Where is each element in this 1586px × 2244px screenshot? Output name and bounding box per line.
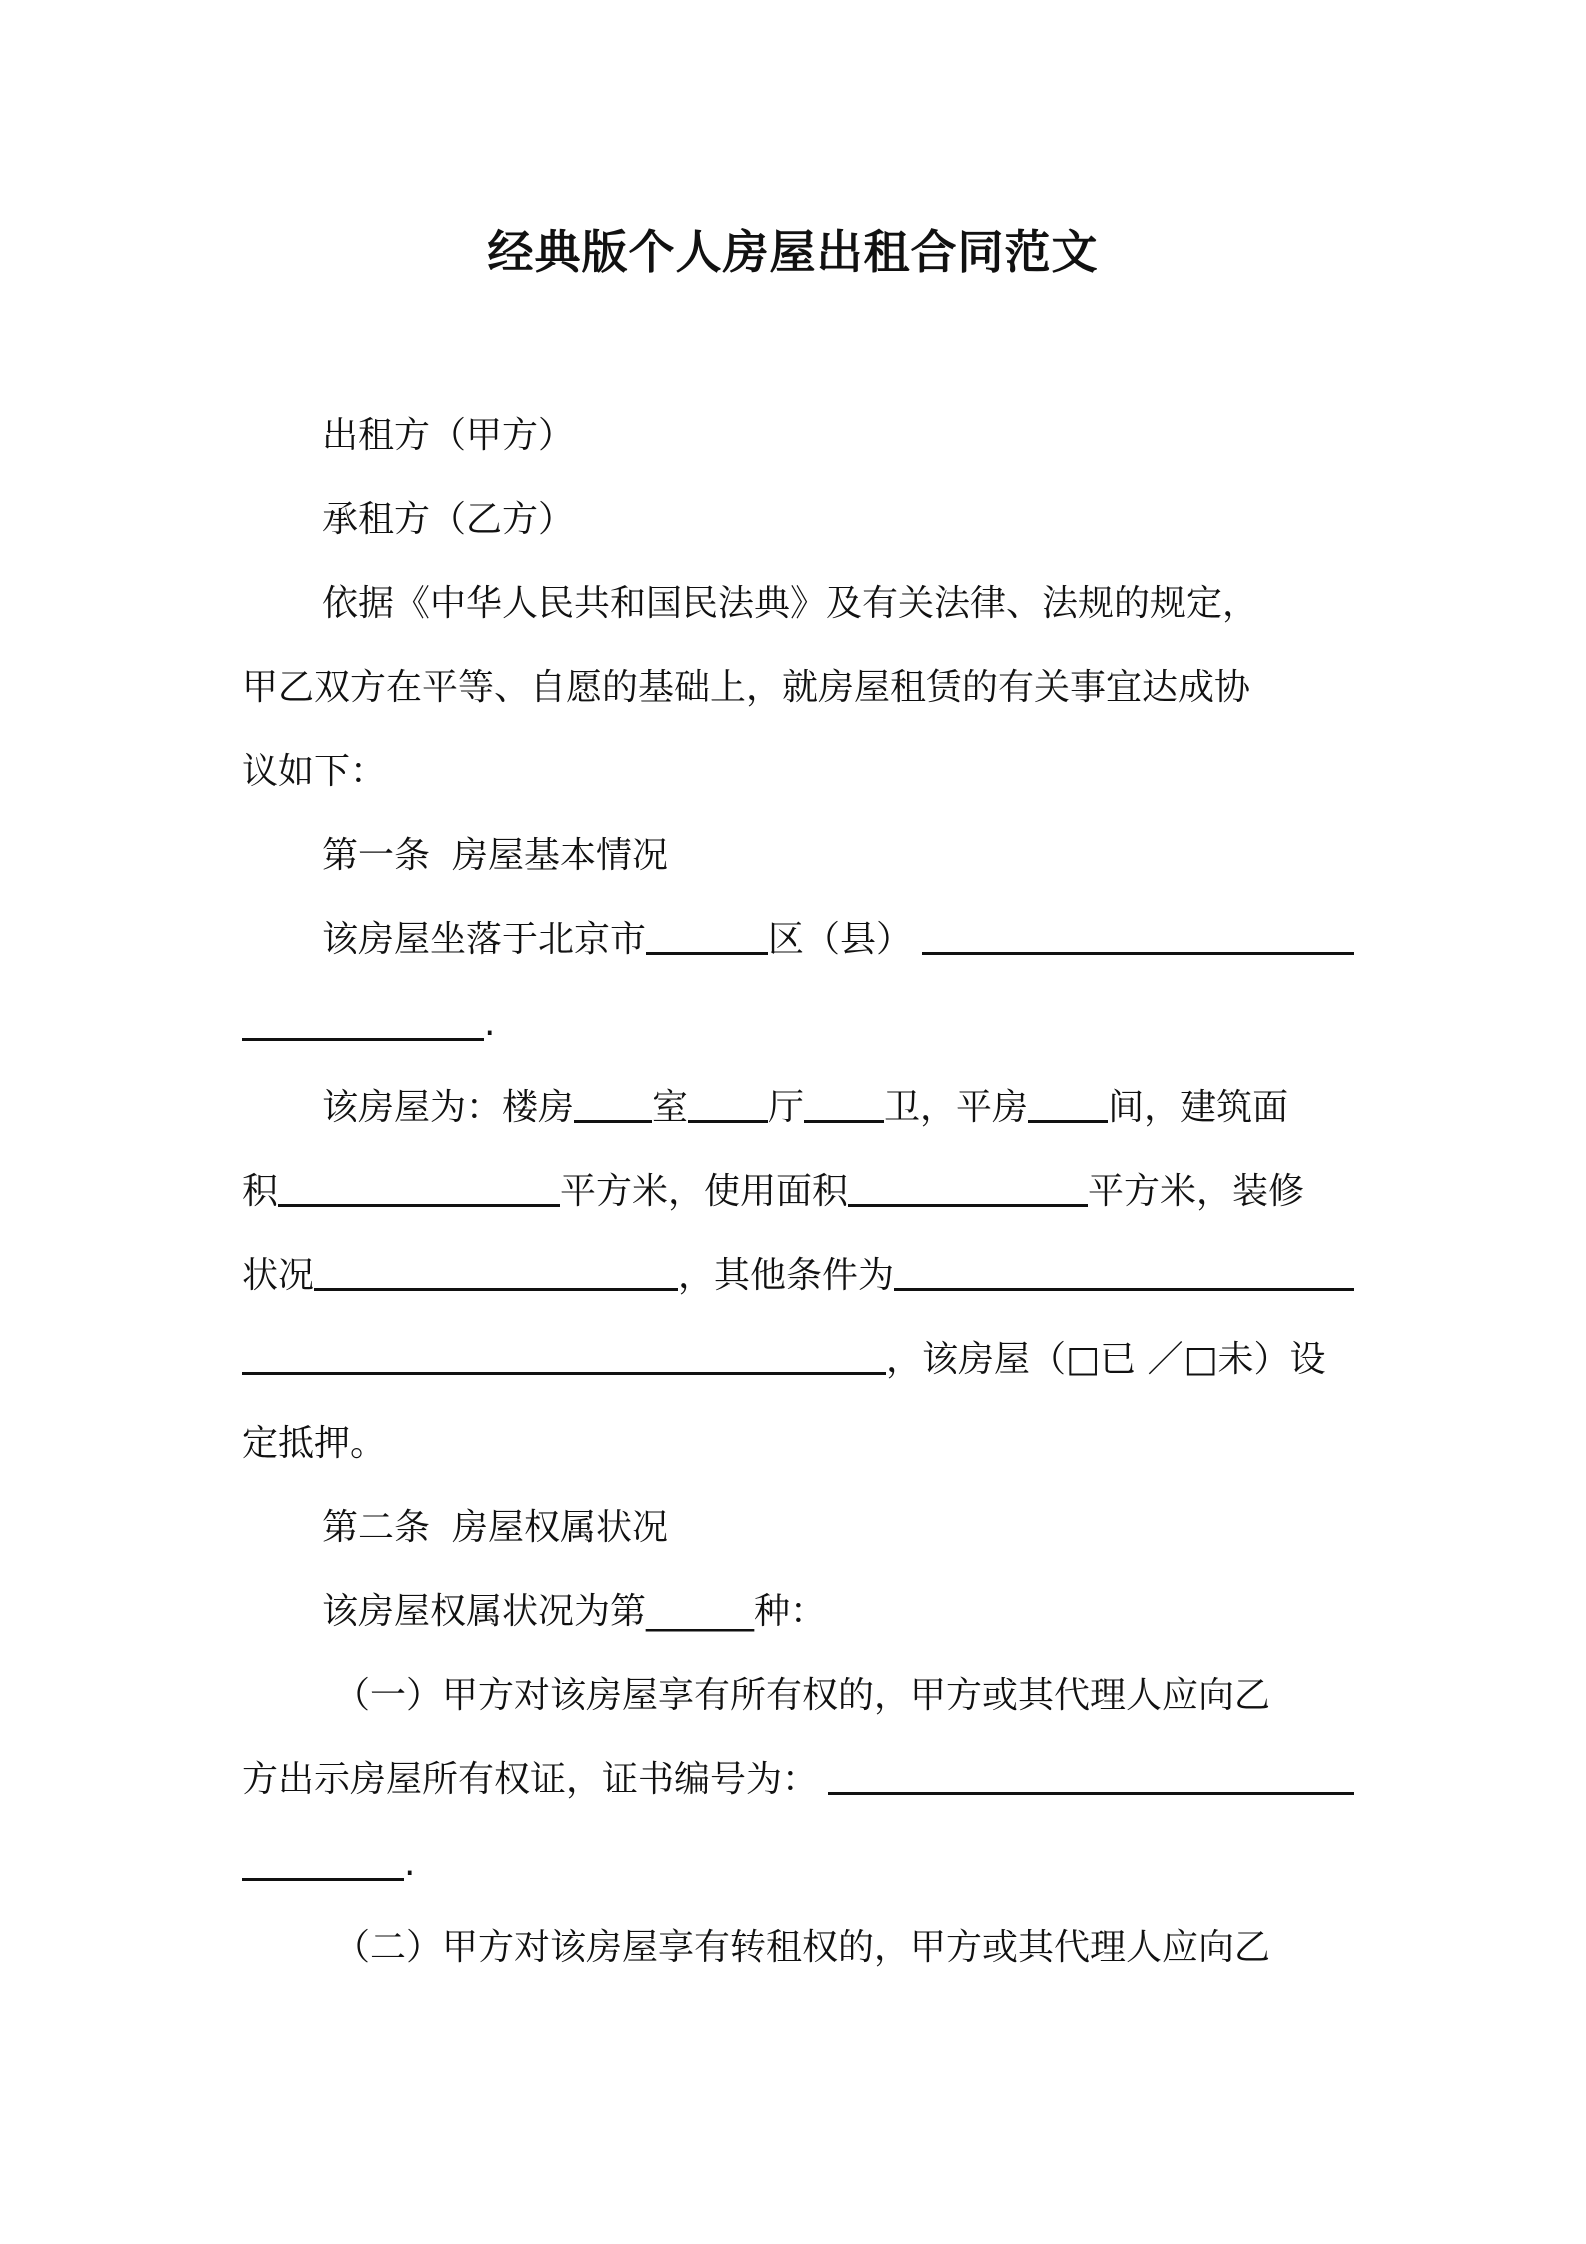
party-a-line: 出租方（甲方）: [322, 415, 575, 456]
area-sqm-1: 平方米，使用面积: [560, 1171, 849, 1212]
room-type-prefix: 该房屋为：楼房: [322, 1087, 575, 1128]
district-blank[interactable]: [646, 908, 768, 955]
certificate-label: 方出示房屋所有权证，证书编号为：: [242, 1759, 819, 1800]
hall-count-blank[interactable]: [688, 1076, 768, 1123]
decor-blank[interactable]: [314, 1244, 678, 1291]
decor-prefix: 状况: [242, 1255, 315, 1296]
location-district: 区（县）: [768, 919, 913, 960]
article-1-title: 房屋基本情况: [452, 835, 669, 876]
building-area-blank[interactable]: [278, 1160, 560, 1207]
item-2-line-1: （二）甲方对该房屋享有转租权的，甲方或其代理人应向乙: [334, 1927, 1271, 1968]
item-1-line-1: （一）甲方对该房屋享有所有权的，甲方或其代理人应向乙: [334, 1675, 1271, 1716]
room-type-line: [242, 1076, 1354, 1140]
article-2-heading: [242, 1496, 1354, 1560]
bath-count-blank[interactable]: [804, 1076, 884, 1123]
jian-label: 间，建筑面: [1108, 1087, 1289, 1128]
address-blank-2[interactable]: [242, 994, 484, 1041]
mortgage-line: [242, 1328, 1354, 1392]
address-blank[interactable]: [922, 908, 1354, 955]
area-sqm-2: 平方米，装修: [1088, 1171, 1305, 1212]
item-1-line-2: [242, 1748, 1354, 1812]
location-line-2: [242, 992, 1354, 1056]
ownership-status-prefix: 该房屋权属状况为第: [322, 1591, 647, 1632]
article-2-title: 房屋权属状况: [452, 1507, 669, 1548]
other-conditions-blank-2[interactable]: [242, 1328, 886, 1375]
ownership-status-suffix: 种：: [754, 1591, 827, 1632]
article-2-number: 第二条: [322, 1507, 431, 1548]
party-b-line: 承租方（乙方）: [322, 499, 575, 540]
ownership-status-blank[interactable]: ______: [646, 1591, 755, 1632]
other-conditions-blank[interactable]: [894, 1244, 1354, 1291]
location-end: .: [484, 1003, 496, 1044]
area-ji: 积: [242, 1171, 279, 1212]
intro-text-2: 甲乙双方在平等、自愿的基础上，就房屋租赁的有关事宜达成协: [242, 667, 1251, 708]
article-1-number: 第一条: [322, 835, 431, 876]
location-prefix: 该房屋坐落于北京市: [322, 919, 647, 960]
certificate-number-blank[interactable]: [828, 1748, 1354, 1795]
area-line: [242, 1160, 1354, 1224]
decor-line: [242, 1244, 1354, 1308]
certificate-number-blank-2[interactable]: [242, 1834, 404, 1881]
usable-area-blank[interactable]: [848, 1160, 1088, 1207]
mortgage-text: ，该房屋（□已 ／□未）设: [886, 1339, 1326, 1380]
other-conditions-label: ，其他条件为: [678, 1255, 895, 1296]
item-1-end: .: [404, 1843, 416, 1884]
location-line: [242, 908, 1354, 972]
bungalow-count-blank[interactable]: [1028, 1076, 1108, 1123]
document-title: 经典版个人房屋出租合同范文: [487, 225, 1099, 279]
mortgage-end-line: 定抵押。: [242, 1423, 387, 1464]
intro-text-1: 依据《中华人民共和国民法典》及有关法律、法规的规定，: [322, 583, 1259, 624]
article-1-heading: [242, 824, 1354, 888]
bath-label: 卫，平房: [884, 1087, 1029, 1128]
room-count-blank[interactable]: [574, 1076, 652, 1123]
intro-line-3: 议如下：: [242, 751, 387, 792]
intro-line-1: [242, 572, 1354, 636]
item-1-line-3: [242, 1832, 1354, 1896]
ownership-status-line: [242, 1580, 1354, 1644]
intro-line-2: [242, 656, 1354, 720]
room-label: 室: [652, 1087, 689, 1128]
hall-label: 厅: [768, 1087, 805, 1128]
